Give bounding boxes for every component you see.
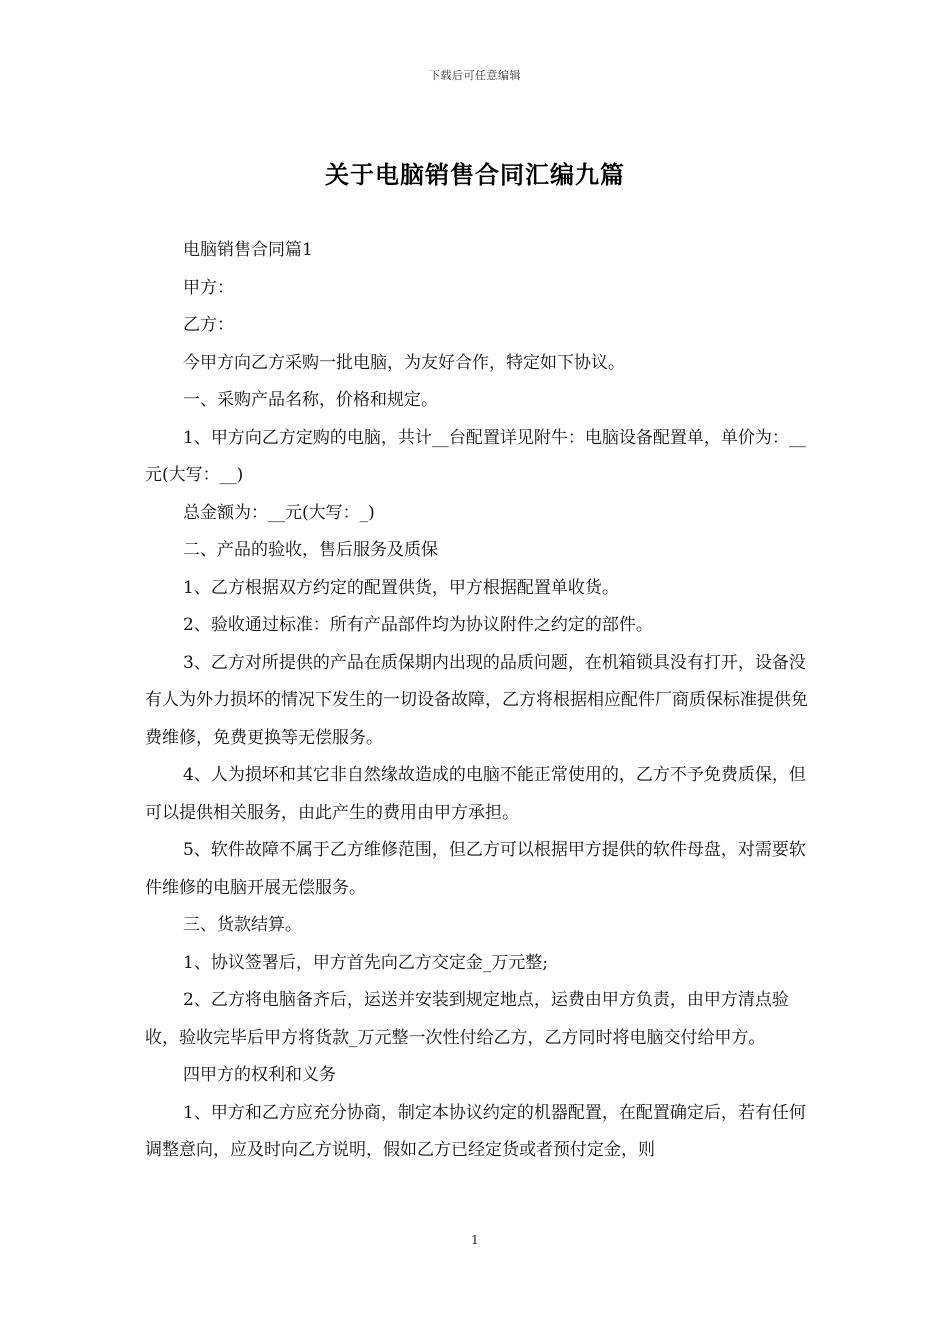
- page-number: 1: [471, 1233, 479, 1247]
- paragraph: 1、乙方根据双方约定的配置供货，甲方根据配置单收货。: [183, 577, 619, 598]
- clause-heading: 二、产品的验收，售后服务及质保: [183, 540, 438, 560]
- paragraph: 4、人为损坏和其它非自然缘故造成的电脑不能正常使用的，乙方不予免费质保，但可以提供相关服务，由此产生的费用由甲方承担。: [145, 765, 806, 823]
- paragraph: 今甲方向乙方采购一批电脑，为友好合作，特定如下协议。: [183, 352, 625, 373]
- clause-heading: 一、采购产品名称，价格和规定。: [183, 390, 438, 410]
- clause-heading: 四甲方的权利和义务: [183, 1065, 336, 1085]
- party-b-line: 乙方：: [183, 315, 234, 335]
- paragraph: 2、验收通过标准：所有产品部件均为协议附件之约定的部件。: [183, 615, 653, 635]
- party-a-line: 甲方：: [183, 277, 234, 298]
- section-heading: 电脑销售合同篇1: [183, 240, 313, 260]
- document-body: [145, 232, 810, 1170]
- paragraph: 1、协议签署后，甲方首先向乙方交定金_万元整;: [183, 952, 549, 973]
- clause-heading: 三、货款结算。: [183, 915, 302, 935]
- document-title: 关于电脑销售合同汇编九篇: [325, 160, 625, 189]
- paragraph: 总金额为：__元(大写：_): [183, 502, 375, 523]
- paragraph: 2、乙方将电脑备齐后，运送并安装到规定地点，运费由甲方负责，由甲方清点验收，验收完毕后甲方将货款_万元整一次性付给乙方，乙方同时将电脑交付给甲方。: [145, 990, 789, 1048]
- paragraph: 1、甲方向乙方定购的电脑，共计__台配置详见附牛：电脑设备配置单，单价为：__元(大写：__): [145, 427, 806, 485]
- paragraph: 1、甲方和乙方应充分协商，制定本协议约定的机器配置，在配置确定后，若有任何调整意向，应及时向乙方说明，假如乙方已经定货或者预付定金，则: [145, 1102, 806, 1160]
- header-note: 下载后可任意编辑: [429, 69, 521, 82]
- paragraph: 3、乙方对所提供的产品在质保期内出现的品质问题，在机箱锁具没有打开，设备没有人为外力损坏的情况下发生的一切设备故障，乙方将根据相应配件厂商质保标准提供免费维修，免费更换等无偿服务。: [145, 652, 808, 748]
- paragraph: 5、软件故障不属于乙方维修范围，但乙方可以根据甲方提供的软件母盘，对需要软件维修的电脑开展无偿服务。: [145, 840, 806, 898]
